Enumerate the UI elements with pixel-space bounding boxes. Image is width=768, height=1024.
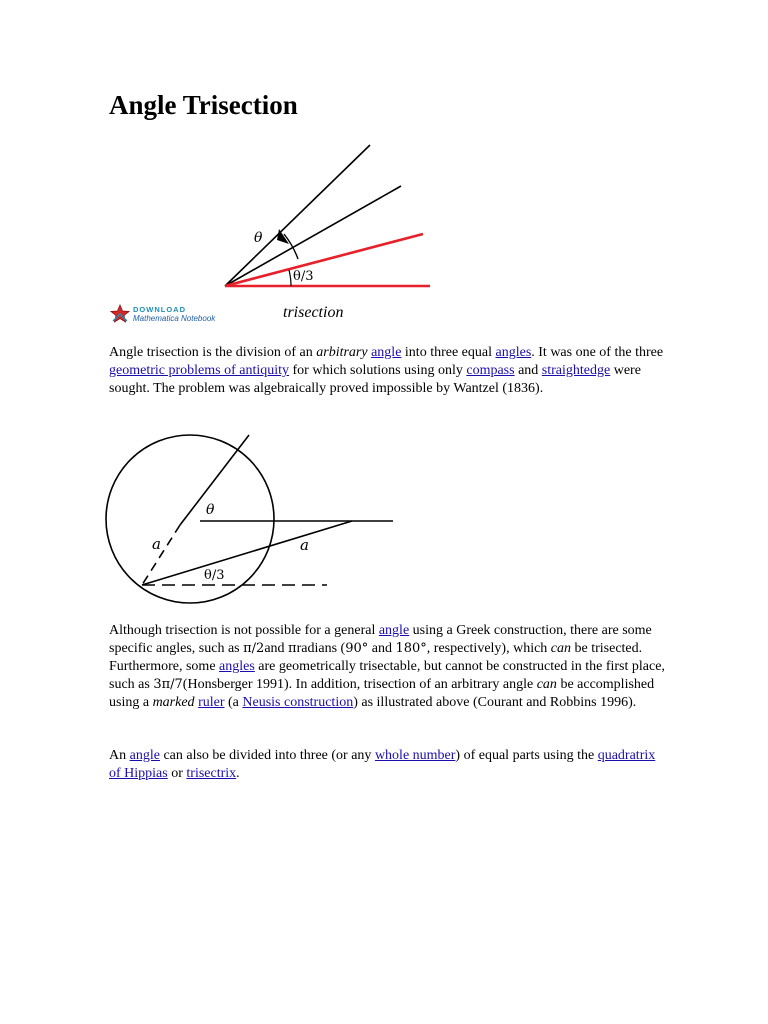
link-straightedge[interactable]: straightedge [541,363,611,378]
figure1-caption: trisection [283,304,344,321]
download-notebook-button[interactable] [110,304,215,324]
third-arc [289,270,291,286]
link-angle-2[interactable]: angle [378,623,410,638]
intro-paragraph: Angle trisection is the division of an arbitrary angle into three equal angles. It was one of the three geometric problems of antiquity for which solutions using only compass and straightedge were sought. The problem was algebraically proved impossible by Wantzel (1836). [109,345,664,396]
diameter-dashed [142,525,180,585]
figure2-a-left-label: a [152,535,161,553]
figure1-theta-label: θ [254,230,263,246]
link-ruler[interactable]: ruler [198,695,225,710]
link-trisectrix[interactable]: trisectrix [186,766,237,781]
quadratrix-paragraph: An angle can also be divided into three (or any whole number) of equal parts using the quadratrix of Hippias or trisectrix. [109,748,656,781]
specific-angles-paragraph: Although trisection is not possible for a general angle using a Greek construction, there are some specific angles, such as π/2and πradians (90° and 180°, respectively), which can be trisected. Furthermore, some angles are geometrically trisectable, but cannot be constructed in the first place, such as 3π/7(Honsberger 1991). In addition, trisection of an arbitrary angle can be accomplished using a marked ruler (a Neusis construction) as illustrated above (Courant and Robbins 1996). [109,623,665,710]
link-quadratrix-of-hippias[interactable]: quadratrix of Hippias [109,748,656,781]
math-3pi-over-7: 3π/7 [153,677,183,692]
neusis-construction-figure [105,425,405,625]
figure2-theta-label: θ [206,502,215,518]
notebook-label: Mathematica Notebook [133,314,216,323]
link-angle[interactable]: angle [371,345,402,360]
math-pi: π [288,641,297,656]
trisection-figure [205,140,445,300]
math-180-degrees: 180° [395,641,427,656]
construction-circle [106,435,274,603]
link-geometric-problems[interactable]: geometric problems of antiquity [109,363,290,378]
theta-arrowhead [277,229,289,244]
link-angles-2[interactable]: angles [219,659,255,674]
figure1-third-label: θ/3 [293,269,314,284]
link-angle-3[interactable]: angle [129,748,160,763]
download-label: DOWNLOAD [133,305,186,314]
page-title: Angle Trisection [109,90,298,120]
mathematica-spikey-icon [110,304,130,324]
math-pi-over-2: π/2 [243,641,265,656]
link-whole-number[interactable]: whole number [374,748,456,763]
link-angles[interactable]: angles [495,345,532,360]
figure2-a-right-label: a [300,536,309,554]
link-neusis-construction[interactable]: Neusis construction [242,695,354,710]
figure2-third-label: θ/3 [204,568,225,583]
math-90-degrees: 90° [345,641,369,656]
link-compass[interactable]: compass [466,363,515,378]
theta-ray [180,435,249,525]
marked-ruler-line [142,521,352,585]
